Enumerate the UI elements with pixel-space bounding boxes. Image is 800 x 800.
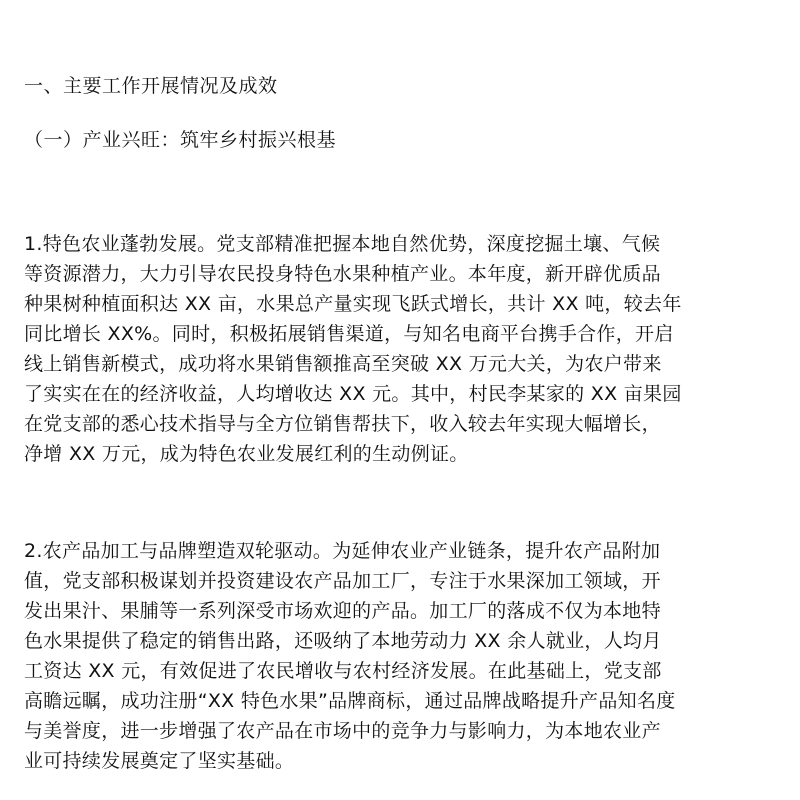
paragraph-line: 2.农产品加工与品牌塑造双轮驱动。为延伸农业产业链条，提升农产品附加 <box>24 540 661 562</box>
paragraph-line: 与美誉度，进一步增强了农产品在市场中的竞争力与影响力，为本地农业产 <box>24 720 661 742</box>
paragraph-line: 业可持续发展奠定了坚实基础。 <box>24 750 295 772</box>
paragraph-line: 等资源潜力，大力引导农民投身特色水果种植产业。本年度，新开辟优质品 <box>24 263 661 285</box>
paragraph-line: 1.特色农业蓬勃发展。党支部精准把握本地自然优势，深度挖掘土壤、气候 <box>24 233 661 255</box>
section-heading: 一、主要工作开展情况及成效 <box>24 75 278 97</box>
paragraph-line: 高瞻远瞩，成功注册“XX 特色水果”品牌商标，通过品牌战略提升产品知名度 <box>24 690 676 712</box>
paragraph-line: 净增 XX 万元，成为特色农业发展红利的生动例证。 <box>24 443 469 465</box>
paragraph-line: 发出果汁、果脯等一系列深受市场欢迎的产品。加工厂的落成不仅为本地特 <box>24 600 661 622</box>
paragraph-line: 色水果提供了稳定的销售出路，还吸纳了本地劳动力 XX 余人就业，人均月 <box>24 630 662 652</box>
paragraph-line: 值，党支部积极谋划并投资建设农产品加工厂，专注于水果深加工领域，开 <box>24 570 661 592</box>
paragraph-line: 工资达 XX 元，有效促进了农民增收与农村经济发展。在此基础上，党支部 <box>24 660 662 682</box>
paragraph-line: 线上销售新模式，成功将水果销售额推高至突破 XX 万元大关，为农户带来 <box>24 353 662 375</box>
paragraph-line: 在党支部的悉心技术指导与全方位销售帮扶下，收入较去年实现大幅增长， <box>24 413 661 435</box>
paragraph-processing-branding <box>24 536 676 776</box>
subsection-heading: （一）产业兴旺：筑牢乡村振兴根基 <box>24 129 337 151</box>
paragraph-specialty-agriculture <box>24 229 682 469</box>
paragraph-line: 同比增长 XX%。同时，积极拓展销售渠道，与知名电商平台携手合作，开启 <box>24 323 674 345</box>
paragraph-line: 了实实在在的经济收益，人均增收达 XX 元。其中，村民李某家的 XX 亩果园 <box>24 383 682 405</box>
paragraph-line: 种果树种植面积达 XX 亩，水果总产量实现飞跃式增长，共计 XX 吨，较去年 <box>24 293 682 315</box>
